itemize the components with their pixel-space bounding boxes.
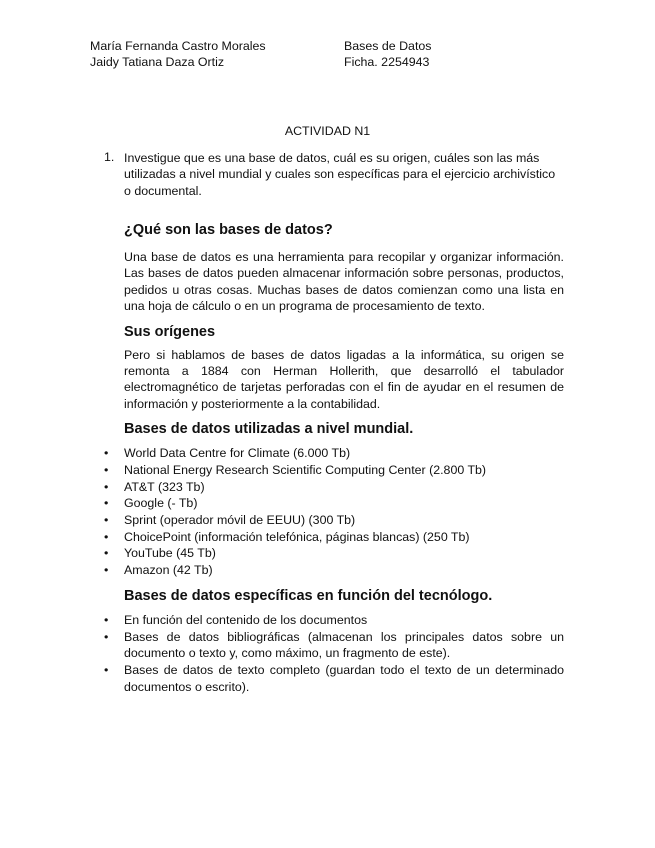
list-item (84, 545, 564, 562)
question-number: 1. (104, 150, 115, 164)
list-item (84, 462, 564, 479)
heading-especificas: Bases de datos específicas en función del tecnólogo. (124, 587, 493, 604)
heading-que-son: ¿Qué son las bases de datos? (124, 222, 333, 238)
list-item (84, 479, 564, 496)
bullet-icon: • (104, 612, 109, 627)
bullet-icon: • (104, 546, 109, 561)
bullet-icon: • (104, 513, 109, 528)
list-item (84, 612, 564, 629)
list-item-text: Bases de datos bibliográficas (almacenan los principales datos sobre un documento o texto y, como máximo, un fragmento de este). (124, 629, 564, 661)
heading-origenes: Sus orígenes (124, 323, 216, 340)
bullet-icon: • (104, 462, 109, 477)
list-item-text: Bases de datos de texto completo (guardan todo el texto de un determinado documentos o escrito). (124, 662, 564, 694)
page-title: ACTIVIDAD N1 (284, 124, 371, 138)
course-name: Bases de Datos (344, 39, 432, 53)
author-name-2: Jaidy Tatiana Daza Ortiz (90, 55, 225, 69)
list-item (84, 662, 564, 695)
author-name-1: María Fernanda Castro Morales (90, 39, 266, 53)
list-item (84, 629, 564, 662)
bullet-icon: • (104, 446, 109, 461)
header-row-2 (90, 54, 570, 70)
list-item-text: AT&T (323 Tb) (124, 479, 205, 494)
header-row-1 (90, 38, 570, 54)
list-item-text: YouTube (45 Tb) (124, 546, 216, 561)
list-especificas (84, 612, 564, 696)
paragraph-que-son: Una base de datos es una herramienta para recopilar y organizar información. Las bases de datos pueden almacenar información sobre personas, productos, pedidos u otras cosas. Muchas bases de datos comienzan como una lista en una hoja de cálculo o en un programa de procesamiento de texto. (124, 250, 564, 314)
list-item-text: World Data Centre for Climate (6.000 Tb) (124, 446, 351, 461)
bullet-icon: • (104, 496, 109, 511)
list-item-text: En función del contenido de los documentos (124, 612, 368, 627)
bullet-icon: • (104, 662, 109, 677)
answer-content (104, 222, 564, 695)
list-item-text: Amazon (42 Tb) (124, 563, 213, 578)
bullet-icon: • (104, 529, 109, 544)
bullet-icon: • (104, 479, 109, 494)
list-item (84, 495, 564, 512)
list-item-text: ChoicePoint (información telefónica, páginas blancas) (250 Tb) (124, 529, 470, 544)
list-item (84, 512, 564, 529)
bullet-icon: • (104, 629, 109, 644)
list-item (84, 529, 564, 546)
heading-mundial: Bases de datos utilizadas a nivel mundial. (124, 421, 414, 438)
list-item-text: National Energy Research Scientific Computing Center (2.800 Tb) (124, 462, 487, 477)
list-item (84, 445, 564, 462)
list-item-text: Sprint (operador móvil de EEUU) (300 Tb) (124, 513, 356, 528)
question-text: Investigue que es una base de datos, cuál es su origen, cuáles son las más utilizadas a nivel mundial y cuales son específicas para el ejercicio archivístico o documental. (124, 151, 556, 198)
list-item-text: Google (- Tb) (124, 496, 198, 511)
bullet-icon: • (104, 563, 109, 578)
list-item (84, 562, 564, 579)
paragraph-origenes: Pero si hablamos de bases de datos ligadas a la informática, su origen se remonta a 1884 con Herman Hollerith, que desarrolló el tabulador electromagnético de tarjetas perforadas con el fin de ayudar en el resumen de información y posteriormente a la contabilidad. (124, 347, 564, 411)
ficha-number: Ficha. 2254943 (344, 55, 430, 69)
list-mundial (84, 445, 564, 579)
